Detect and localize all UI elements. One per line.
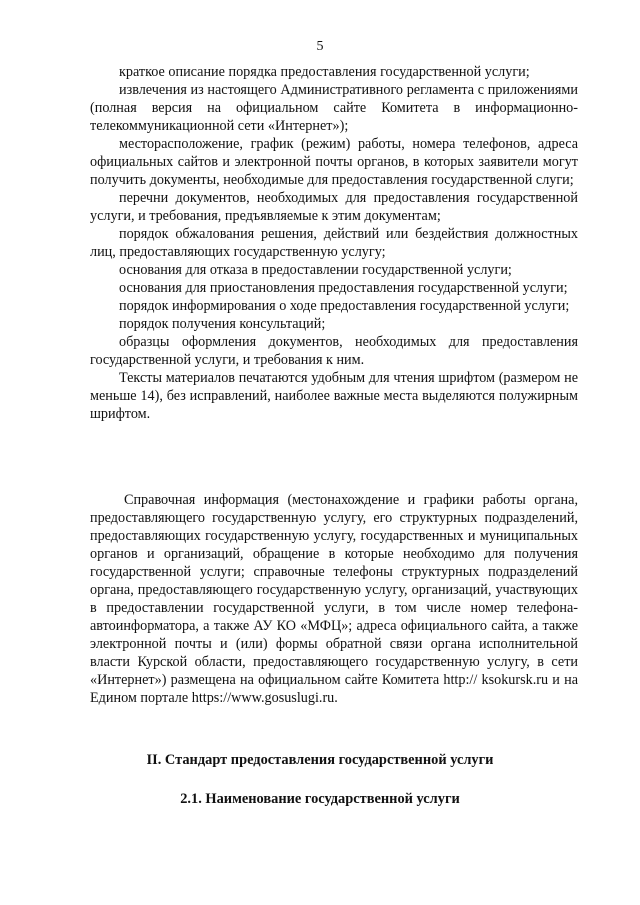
list-item: образцы оформления документов, необходимых для предоставления государственной услуги, и требования к ним. xyxy=(90,334,578,368)
regulation-list-block xyxy=(90,63,578,423)
list-item: извлечения из настоящего Административного регламента с приложениями (полная версия на официальном сайте Комитета в информационно-телекоммуникационной сети «Интернет»); xyxy=(90,82,578,134)
list-item: основания для приостановления предоставления государственной услуги; xyxy=(119,280,568,296)
list-item: порядок информирования о ходе предоставления государственной услуги; xyxy=(119,298,570,314)
reference-info-paragraph: Справочная информация (местонахождение и графики работы органа, предоставляющего государственную услугу, его структурных подразделений, предоставляющих государственную услугу, государственных и муниципальных органов и организаций, обращение в которые необходимо для получения государственной услуги; справочные телефоны структурных подразделений органа, предоставляющего государственную услугу, организаций, участвующих в предоставлении государственной услуги, в том числе номер телефона-автоинформатора, а также АУ КО «МФЦ»; адреса официального сайта, а также электронной почты и (или) формы обратной связи органа исполнительной власти Курской области, предоставляющего государственную услугу, в сети «Интернет») размещена на официальном сайте Комитета http:// ksokursk.ru и на Едином портале https://www.gosuslugi.ru. xyxy=(90,492,578,706)
list-item: краткое описание порядка предоставления государственной услуги; xyxy=(119,64,530,80)
list-item: порядок обжалования решения, действий или бездействия должностных лиц, предоставляющих государственную услугу; xyxy=(90,226,578,260)
list-item: основания для отказа в предоставлении государственной услуги; xyxy=(119,262,512,278)
page-number: 5 xyxy=(316,39,324,54)
list-item: порядок получения консультаций; xyxy=(119,316,326,332)
list-item: месторасположение, график (режим) работы, номера телефонов, адреса официальных сайтов и электронной почты органов, в которых заявители могут получить документы, необходимые для предоставления государственной слуги; xyxy=(90,136,578,188)
reference-info-block xyxy=(90,491,578,707)
list-item: перечни документов, необходимых для предоставления государственной услуги, и требования, предъявляемые к этим документам; xyxy=(90,190,578,224)
font-requirements-paragraph: Тексты материалов печатаются удобным для чтения шрифтом (размером не меньше 14), без исправлений, наиболее важные места выделяются полужирным шрифтом. xyxy=(90,370,578,422)
section-heading: II. Стандарт предоставления государственной услуги xyxy=(146,752,494,768)
subsection-heading: 2.1. Наименование государственной услуги xyxy=(180,791,460,807)
